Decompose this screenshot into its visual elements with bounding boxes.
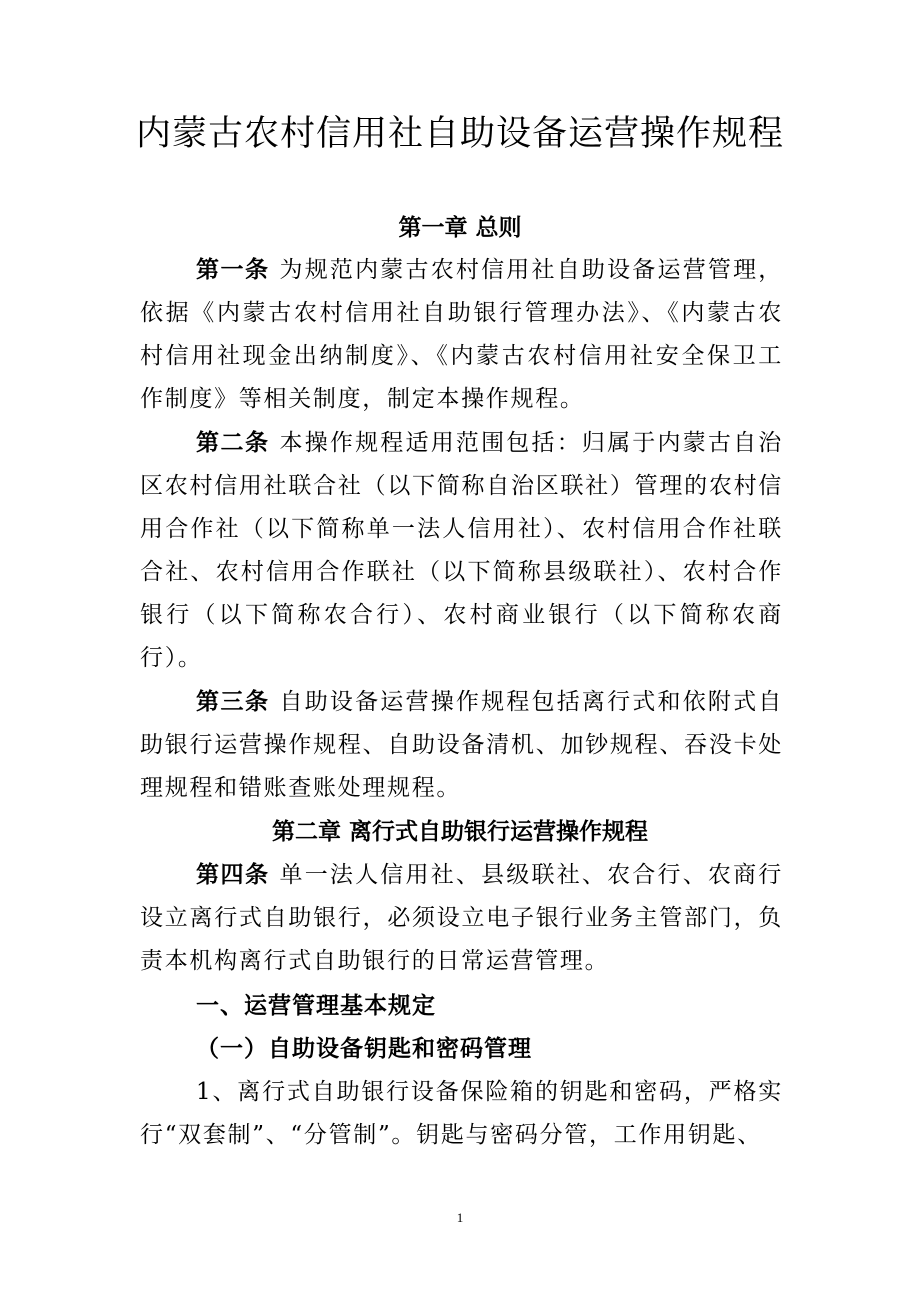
item-1 bbox=[140, 1071, 783, 1157]
subsection-1-heading: （一）自助设备钥匙和密码管理 bbox=[196, 1036, 532, 1062]
article-1 bbox=[140, 249, 783, 421]
page-number: 1 bbox=[456, 1210, 464, 1225]
article-4-text: 单一法人信用社、县级联社、农合行、农商行设立离行式自助银行，必须设立电子银行业务主管部门，负责本机构离行式自助银行的日常运营管理。 bbox=[140, 862, 783, 974]
article-2-text: 本操作规程适用范围包括：归属于内蒙古自治区农村信用社联合社（以下简称自治区联社）管理的农村信用合作社（以下简称单一法人信用社）、农村信用合作社联合社、农村信用合作联社（以下简称县级联社）、农村合作银行（以下简称农合行）、农村商业银行（以下简称农商行）。 bbox=[140, 430, 783, 671]
chapter-1-heading: 第一章 总则 bbox=[398, 215, 522, 241]
section-1-heading: 一、运营管理基本规定 bbox=[196, 993, 436, 1019]
document-title: 内蒙古农村信用社自助设备运营操作规程 bbox=[135, 114, 784, 154]
article-2-label: 第二条 bbox=[196, 430, 270, 456]
chapter-2-heading: 第二章 离行式自助银行运营操作规程 bbox=[271, 819, 648, 845]
article-1-label: 第一条 bbox=[196, 257, 270, 283]
article-3 bbox=[140, 681, 783, 810]
item-1-text: 1、离行式自助银行设备保险箱的钥匙和密码，严格实行“双套制”、“分管制”。钥匙与密码分管，工作用钥匙、 bbox=[140, 1079, 783, 1148]
article-2 bbox=[140, 422, 783, 680]
article-3-text: 自助设备运营操作规程包括离行式和依附式自助银行运营操作规程、自助设备清机、加钞规程、吞没卡处理规程和错账查账处理规程。 bbox=[140, 689, 783, 801]
article-4 bbox=[140, 854, 783, 983]
article-4-label: 第四条 bbox=[196, 862, 270, 888]
article-1-text: 为规范内蒙古农村信用社自助设备运营管理，依据《内蒙古农村信用社自助银行管理办法》、《内蒙古农村信用社现金出纳制度》、《内蒙古农村信用社安全保卫工作制度》等相关制度，制定本操作规程。 bbox=[140, 257, 783, 412]
article-3-label: 第三条 bbox=[196, 689, 270, 715]
